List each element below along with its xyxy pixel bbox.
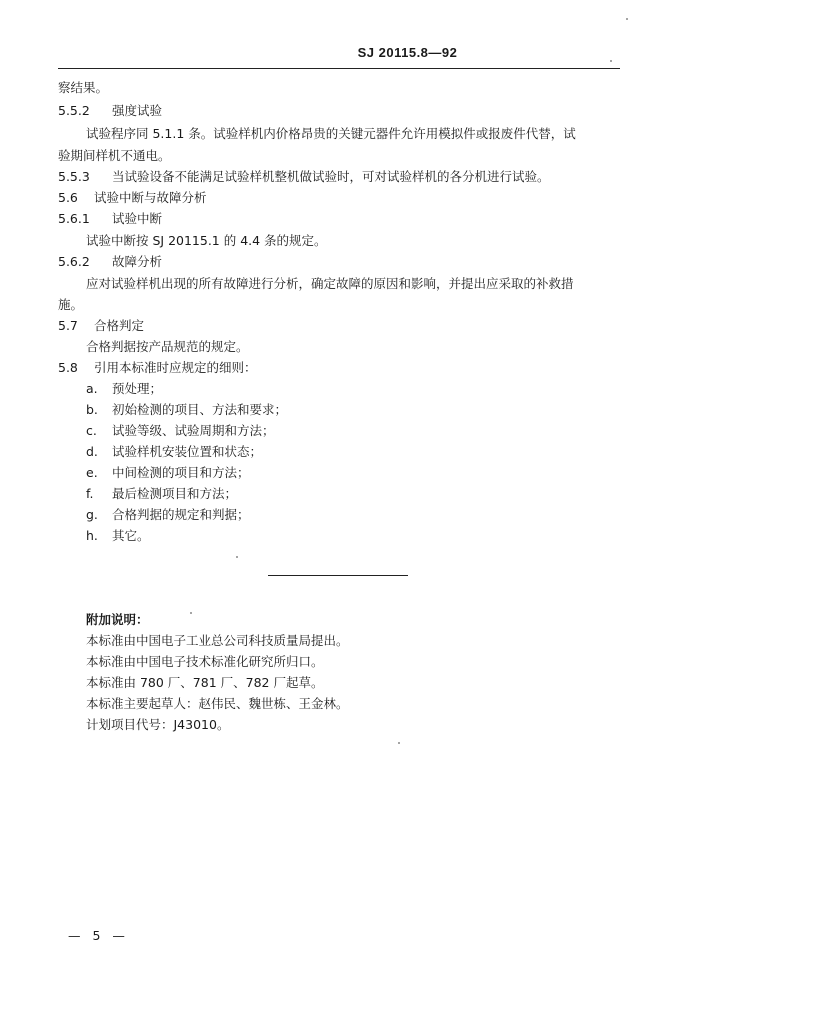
- note-line: 本标准由中国电子技术标准化研究所归口。: [86, 654, 324, 669]
- list-marker: d.: [86, 444, 98, 459]
- section-number: 5.5.3: [58, 169, 90, 184]
- text-line: 试验中断按 SJ 20115.1 的 4.4 条的规定。: [86, 233, 327, 248]
- scan-speck: [626, 18, 628, 20]
- scan-speck: [190, 612, 192, 614]
- scan-speck: [610, 60, 612, 62]
- list-marker: e.: [86, 465, 98, 480]
- list-marker: g.: [86, 507, 98, 522]
- list-item: [86, 402, 287, 418]
- text-line: 试验程序同 5.1.1 条。试验样机内价格昂贵的关键元器件允许用模拟件或报废件代替，试: [86, 126, 576, 141]
- list-item: [86, 528, 150, 544]
- list-item: [86, 507, 250, 523]
- list-item-text: 其它。: [112, 528, 150, 543]
- text-line: 应对试验样机出现的所有故障进行分析，确定故障的原因和影响，并提出应采取的补救措: [86, 276, 574, 291]
- section-heading-5-6-1: [58, 211, 162, 227]
- scan-speck: [236, 556, 238, 558]
- list-item: [86, 486, 237, 502]
- list-item-text: 试验样机安装位置和状态；: [112, 444, 263, 459]
- section-heading-5-6-2: [58, 254, 162, 270]
- note-line: 本标准主要起草人：赵伟民、魏世栋、王金林。: [86, 696, 349, 711]
- list-item-text: 初始检测的项目、方法和要求；: [112, 402, 288, 417]
- list-item-text: 预处理；: [112, 381, 163, 396]
- list-item-text: 试验等级、试验周期和方法；: [112, 423, 275, 438]
- note-line: 计划项目代号：J43010。: [86, 717, 230, 732]
- list-item-text: 最后检测项目和方法；: [112, 486, 238, 501]
- section-title: 试验中断: [112, 211, 163, 226]
- section-title: 引用本标准时应规定的细则：: [94, 360, 257, 375]
- page-number: — 5 —: [68, 928, 129, 943]
- section-title: 故障分析: [112, 254, 163, 269]
- list-item: [86, 465, 250, 481]
- section-number: 5.7: [58, 318, 78, 333]
- standard-number-header: SJ 20115.8—92: [357, 45, 458, 60]
- section-number: 5.6.2: [58, 254, 90, 269]
- section-heading-5-6: [58, 190, 207, 206]
- end-of-text-rule: [268, 575, 408, 576]
- text-line: 合格判据按产品规范的规定。: [86, 339, 249, 354]
- text-line: 察结果。: [58, 80, 109, 95]
- list-item: [86, 381, 162, 397]
- section-text: 当试验设备不能满足试验样机整机做试验时，可对试验样机的各分机进行试验。: [112, 169, 550, 184]
- note-line: 本标准由中国电子工业总公司科技质量局提出。: [86, 633, 349, 648]
- section-title: 试验中断与故障分析: [94, 190, 207, 205]
- list-item-text: 中间检测的项目和方法；: [112, 465, 250, 480]
- list-marker: b.: [86, 402, 98, 417]
- scan-speck: [398, 742, 400, 744]
- notes-heading: 附加说明：: [86, 612, 149, 627]
- section-title: 合格判定: [94, 318, 145, 333]
- header-rule: [58, 68, 620, 69]
- section-number: 5.5.2: [58, 103, 90, 118]
- section-paragraph-5-5-3: [58, 169, 550, 185]
- section-title: 强度试验: [112, 103, 163, 118]
- section-heading-5-7: [58, 318, 144, 334]
- list-marker: f.: [86, 486, 94, 501]
- list-marker: c.: [86, 423, 97, 438]
- section-heading-5-5-2: [58, 103, 162, 119]
- section-number: 5.6.1: [58, 211, 90, 226]
- list-item: [86, 423, 275, 439]
- list-item-text: 合格判据的规定和判据；: [112, 507, 250, 522]
- note-line: 本标准由 780 厂、781 厂、782 厂起草。: [86, 675, 324, 690]
- list-marker: h.: [86, 528, 98, 543]
- list-marker: a.: [86, 381, 98, 396]
- section-heading-5-8: [58, 360, 257, 376]
- text-line: 施。: [58, 297, 84, 312]
- list-item: [86, 444, 262, 460]
- section-number: 5.6: [58, 190, 78, 205]
- text-line: 验期间样机不通电。: [58, 148, 171, 163]
- section-number: 5.8: [58, 360, 78, 375]
